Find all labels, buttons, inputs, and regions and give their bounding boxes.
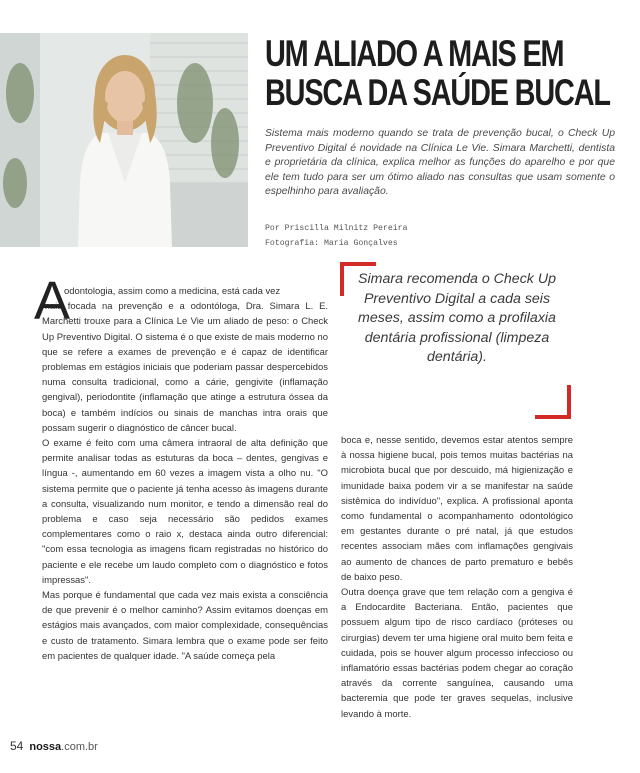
article-headline xyxy=(265,34,632,112)
dentist-portrait-image xyxy=(0,33,248,247)
body-paragraph-4: boca e, nesse sentido, devemos estar atentos sempre à nossa higiene bucal, pois temos muitas bactérias na microbiota bucal que por descuido, má higienização e imunidade baixa podem vir a se manifestar na saúde sistêmica do indivíduo", explica. A profissional aponta como fundamental o acompanhamento odontológico em gestantes durante o pré natal, já que estudos recentes associam mães com inflamações gengivais ao aumento de chances de parto prematuro e bebês de baixo peso. xyxy=(341,435,573,583)
body-first-line: odontologia, assim como a medicina, está cada vez xyxy=(64,286,281,297)
article-photo xyxy=(0,33,248,247)
article-lead: Sistema mais moderno quando se trata de prevenção bucal, o Check Up Preventivo Digital é novidade na Clínica Le Vie. Simara Marchetti, dentista e proprietária da clínica, explica melhor as funções do aparelho e por que ele tem tudo para ser um ótimo aliado nas consultas que usam somente o espelhinho para avaliação. xyxy=(265,128,615,198)
headline-line-2: BUSCA DA SAÚDE BUCAL xyxy=(265,72,610,113)
body-paragraph-5: Outra doença grave que tem relação com a gengiva é a Endocardite Bacteriana. Então, pacientes que possuem algum tipo de risco cardíaco (próteses ou cirurgias) devem ter uma higiene oral muito bem feita e cuidada, pois se houver algum processo infeccioso ou inflamatório essas bactérias podem chegar ao coração através da corrente sanguínea, causando uma bacteremia que pode ter graves sequelas, inclusive levando à morte. xyxy=(341,587,573,720)
body-paragraph-2: O exame é feito com uma câmera intraoral de alta definição que permite analisar todas as estuturas da boca – dentes, gengivas e língua -, aumentando em 60 vezes a imagem vista a olho nu. "O sistema permite que o paciente já tenha acesso às imagens durante a consulta, visualizando num monitor, e tendo a dimensão real do problema e caso seja necessário são pedidos exames complementares como o raio x, destaca ainda outro diferencial: "com essa tecnologia as imagens ficam registradas no histórico do paciente e ele recebe um laudo completo com o diagnóstico e fotos impressas". xyxy=(42,438,328,586)
quote-bracket-bottom-right xyxy=(535,385,571,419)
author-credit: Por Priscilla Milnitz Pereira xyxy=(265,224,408,233)
page-footer xyxy=(10,739,98,753)
headline-line-1: UM ALIADO A MAIS EM xyxy=(265,33,564,74)
magazine-brand: nossa xyxy=(29,741,62,753)
page-number: 54 xyxy=(10,739,24,753)
body-column-1 xyxy=(34,271,328,664)
body-paragraph-3: Mas porque é fundamental que cada vez mais exista a consciência de que prevenir é o melhor caminho? Assim evitamos doenças em estágios mais avançados, com maior complexidade, consequências e custo de tratamento. Simara lembra que o exame pode ser feito em pacientes de qualquer idade. "A saúde começa pela xyxy=(42,590,328,662)
photo-credit: Fotografia: Maria Gonçalves xyxy=(265,239,398,248)
body-column-2 xyxy=(341,433,573,722)
pull-quote: Simara recomenda o Check Up Preventivo Digital a cada seis meses, assim como a profilaxia dentária profissional (limpeza dentária). xyxy=(358,271,556,366)
body-paragraph-1: mais focada na prevenção e a odontóloga, Dra. Simara L. E. Marchetti trouxe para a Clínica Le Vie um aliado de peso: o Check Up Preventivo Digital. O sistema é o que existe de mais moderno no que se refere a exames de prevenção e é capaz de identificar problemas em estágios iniciais que poderiam passar despercebidos numa consulta tradicional, como a cárie, gengivite (inflamação gengival), periodontite (inflamação que atinge a estrutura óssea da boca) e também indícios ou sinais de manchas intra orais que possam sugerir o diagnóstico de câncer bucal. xyxy=(42,301,328,434)
magazine-domain: .com.br xyxy=(61,741,98,753)
drop-cap: A xyxy=(34,271,71,331)
article-credits xyxy=(265,221,408,251)
